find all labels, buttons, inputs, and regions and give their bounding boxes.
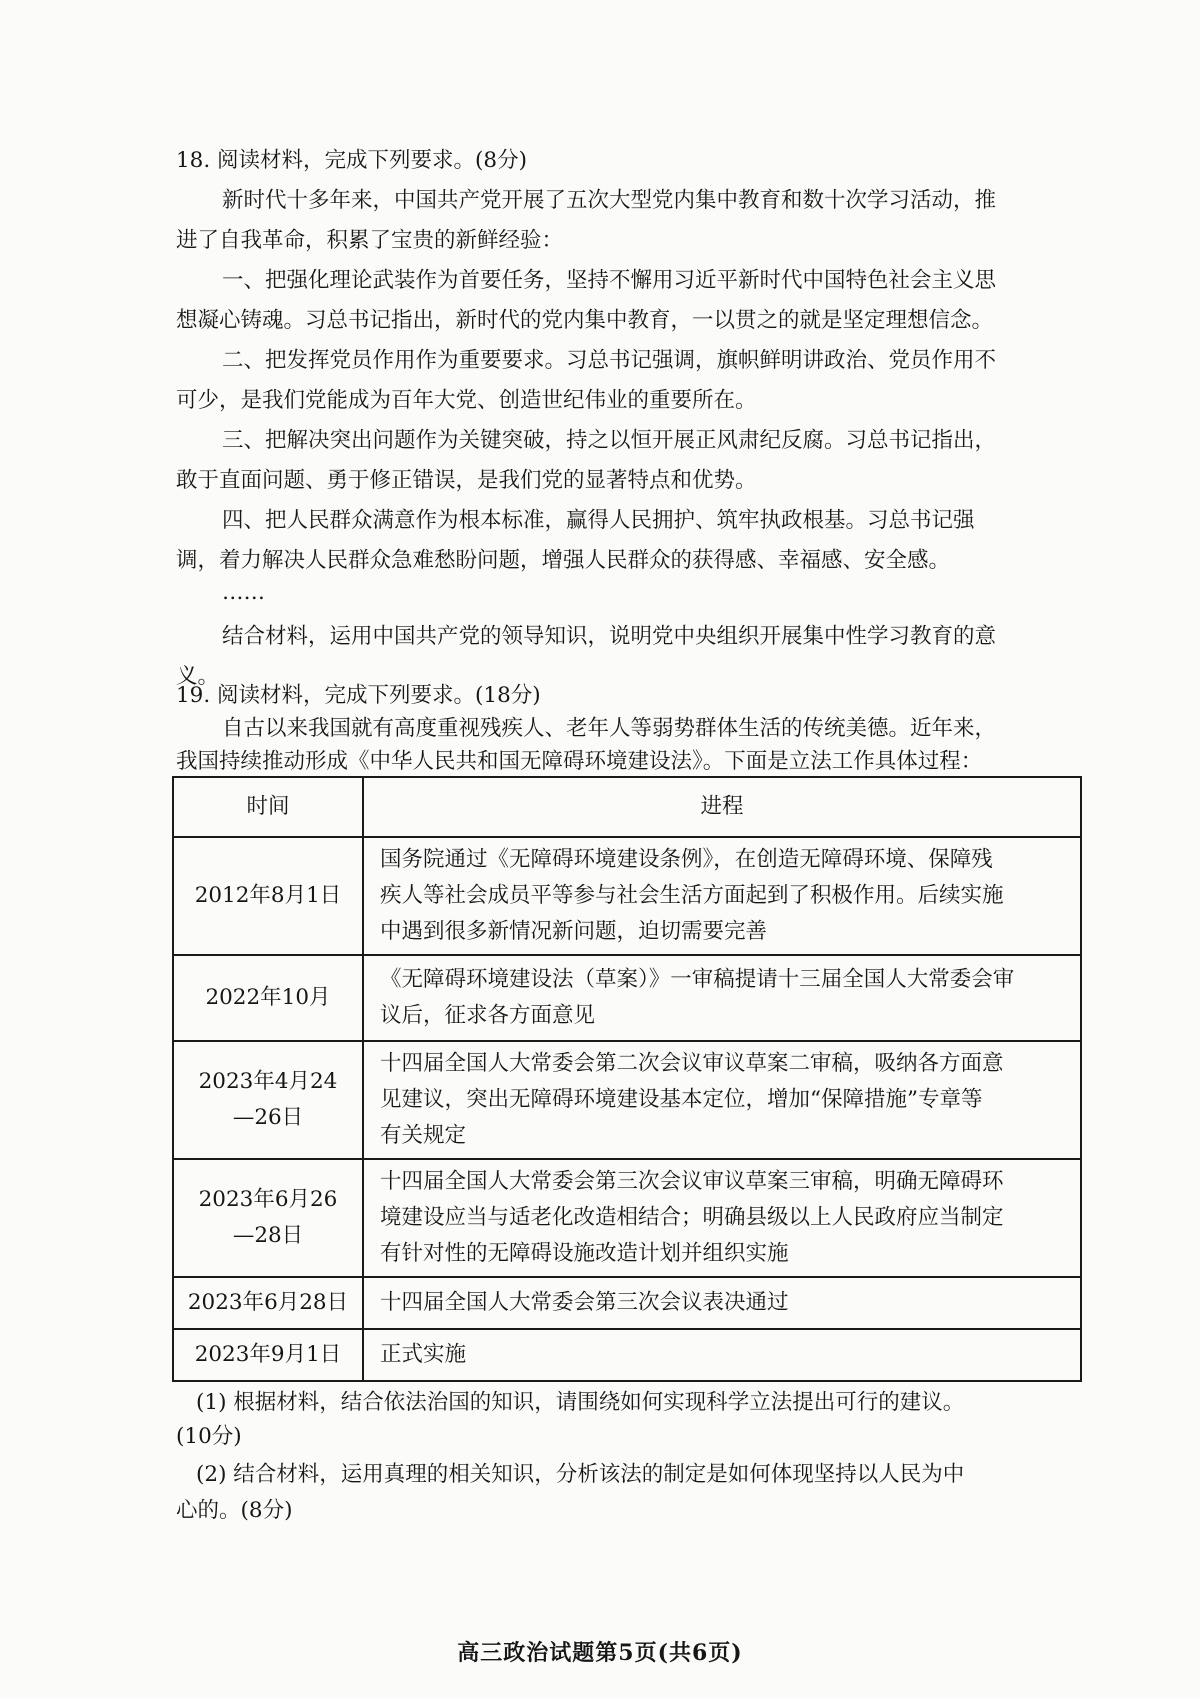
table-header-time: 时间 [173,777,363,837]
table-cell-time: 2023年6月26 —28日 [173,1159,363,1277]
q18-line: 一、把强化理论武装作为首要任务，坚持不懈用习近平新时代中国特色社会主义思 [222,268,997,293]
table-cell-progress: 《无障碍环境建设法（草案）》一审稿提请十三届全国人大常委会审 议后，征求各方面意见 [363,955,1081,1041]
q18-line: 想凝心铸魂。习总书记指出，新时代的党内集中教育，一以贯之的就是坚定理想信念。 [176,308,994,333]
q19-sub1: (10分) [176,1424,242,1449]
table-row [173,1329,1081,1381]
q19-sub1: (1) 根据材料，结合依法治国的知识，请围绕如何实现科学立法提出可行的建议。 [196,1390,965,1415]
table-cell-progress: 国务院通过《无障碍环境建设条例》，在创造无障碍环境、保障残 疾人等社会成员平等参与社会生活方面起到了积极作用。后续实施 中遇到很多新情况新问题，迫切需要完善 [363,837,1081,955]
q18-question: 结合材料，运用中国共产党的领导知识，说明党中央组织开展集中性学习教育的意 [222,624,997,649]
table-header-row [173,777,1081,837]
table-cell-time: 2023年4月24 —26日 [173,1041,363,1159]
table-row [173,1277,1081,1329]
table-cell-progress: 十四届全国人大常委会第三次会议审议草案三审稿，明确无障碍环 境建设应当与适老化改造相结合；明确县级以上人民政府应当制定 有针对性的无障碍设施改造计划并组织实施 [363,1159,1081,1277]
q18-line: 新时代十多年来，中国共产党开展了五次大型党内集中教育和数十次学习活动，推 [222,188,997,213]
q19-title: 19. 阅读材料，完成下列要求。(18分) [176,683,541,708]
table-row [173,1159,1081,1277]
table-cell-progress: 十四届全国人大常委会第三次会议表决通过 [363,1277,1081,1329]
q18-line: 四、把人民群众满意作为根本标准，赢得人民拥护、筑牢执政根基。习总书记强 [222,508,975,533]
q19-sub2: (2) 结合材料，运用真理的相关知识，分析该法的制定是如何体现坚持以人民为中 [196,1462,965,1487]
table-row [173,1041,1081,1159]
table-cell-time: 2022年10月 [173,955,363,1041]
table-header-progress: 进程 [363,777,1081,837]
q18-line: 二、把发挥党员作用作为重要要求。习总书记强调，旗帜鲜明讲政治、党员作用不 [222,348,997,373]
q18-line: 敢于直面问题、勇于修正错误，是我们党的显著特点和优势。 [176,468,757,493]
legislation-timeline-table [172,776,1082,1382]
table-cell-progress: 十四届全国人大常委会第二次会议审议草案二审稿，吸纳各方面意 见建议，突出无障碍环境建设基本定位，增加“保障措施”专章等 有关规定 [363,1041,1081,1159]
q18-line: 三、把解决突出问题作为关键突破，持之以恒开展正风肃纪反腐。习总书记指出， [222,428,997,453]
page-footer: 高三政治试题第5页(共6页) [457,1640,743,1666]
table-cell-time: 2023年6月28日 [173,1277,363,1329]
table-cell-time: 2012年8月1日 [173,837,363,955]
q18-line: 进了自我革命，积累了宝贵的新鲜经验： [176,228,564,253]
table-cell-time: 2023年9月1日 [173,1329,363,1381]
q18-line: 可少，是我们党能成为百年大党、创造世纪伟业的重要所在。 [176,388,757,413]
table-row [173,837,1081,955]
q19-sub2: 心的。(8分) [176,1498,293,1523]
q19-intro: 自古以来我国就有高度重视残疾人、老年人等弱势群体生活的传统美德。近年来， [222,716,997,741]
table-row [173,955,1081,1041]
q19-intro: 我国持续推动形成《中华人民共和国无障碍环境建设法》。下面是立法工作具体过程： [176,749,983,774]
q18-ellipsis: …… [222,580,265,605]
q18-title: 18. 阅读材料，完成下列要求。(8分) [176,148,527,173]
q18-line: 调，着力解决人民群众急难愁盼问题，增强人民群众的获得感、幸福感、安全感。 [176,548,951,573]
q18-question: 义。 [176,664,220,689]
table-cell-progress: 正式实施 [363,1329,1081,1381]
